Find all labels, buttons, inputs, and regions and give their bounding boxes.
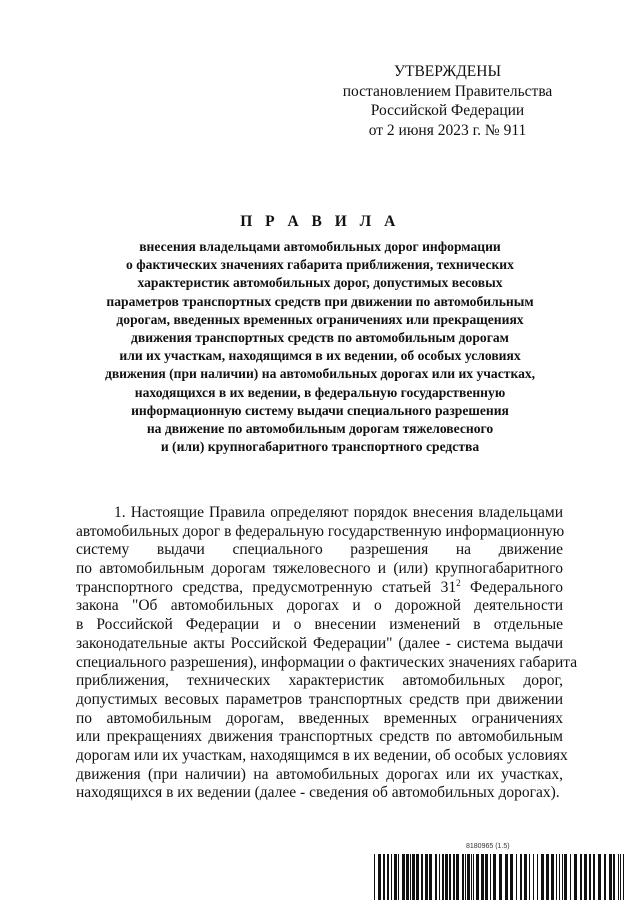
subtitle-line: движения транспортных средств по автомобильным дорогам [131, 330, 509, 346]
paragraph-line: 1. Настоящие Правила определяют порядок внесения владельцами [114, 504, 563, 521]
paragraph-line: по автомобильным дорогам, введенных временных ограничениях [76, 709, 563, 727]
paragraph-line: по автомобильным дорогам тяжеловесного и (или) крупногабаритного [76, 560, 563, 578]
approval-block [330, 62, 565, 140]
approval-line: УТВЕРЖДЕНЫ [394, 63, 501, 80]
approval-line: постановлением Правительства [342, 82, 553, 100]
line-text: Федерального [460, 578, 563, 596]
approval-line: Российской Федерации [370, 102, 525, 119]
paragraph-line: закона "Об автомобильных дорогах и о дорожной деятельности [76, 597, 563, 615]
paragraph-line: в Российской Федерации и о внесении изменений в отдельные [76, 616, 563, 634]
subtitle-line: движения (при наличии) на автомобильных дорогах или их участках, [104, 366, 536, 382]
barcode-caption: 8180965 (1.5) [466, 843, 510, 850]
superscript: 2 [456, 577, 461, 588]
paragraph-line-with-superscript [76, 579, 563, 598]
subtitle-line: характеристик автомобильных дорог, допустимых весовых [137, 275, 503, 291]
subtitle-line: на движение по автомобильным дорогам тяжеловесного [146, 421, 494, 437]
paragraph-line: находящихся в их ведении (далее - сведения об автомобильных дорогах). [76, 784, 560, 802]
paragraph-line: систему выдачи специального разрешения на движение [76, 541, 563, 559]
paragraph-line: допустимых весовых параметров транспортных средств при движении [76, 690, 563, 708]
subtitle-line: находящихся в их ведении, в федеральную государственную [134, 384, 506, 400]
subtitle-line: или их участкам, находящимся в их ведении, об особых условиях [119, 348, 521, 364]
subtitle-line: о фактических значениях габарита приближения, технических [126, 257, 514, 273]
paragraph-line: специального разрешения), информации о фактических значениях габарита [76, 653, 578, 671]
subtitle-line: и (или) крупногабаритного транспортного средства [160, 439, 480, 455]
barcode-image [374, 854, 624, 900]
subtitle-line: внесения владельцами автомобильных дорог информации [139, 239, 501, 254]
subtitle-line: дорогам, введенных временных ограничениях или прекращениях [116, 311, 524, 327]
paragraph-line: законодательные акты Российской Федерации" (далее - система выдачи [76, 634, 563, 652]
document-title: П Р А В И Л А [240, 213, 400, 230]
paragraph-1 [76, 504, 578, 803]
paragraph-line: приближения, технических характеристик автомобильных дорог, [76, 672, 563, 690]
barcode-block [374, 843, 624, 901]
approval-date-line: от 2 июня 2023 г. № 911 [368, 121, 527, 139]
subtitle-line: информационную систему выдачи специального разрешения [131, 402, 509, 418]
paragraph-line: дорогам или их участкам, находящимся в их ведении, об особых условиях [76, 746, 568, 764]
line-text: транспортного средства, предусмотренную статьей 31 [76, 578, 457, 596]
paragraph-line: движения (при наличии) на автомобильных дорогах или их участках, [76, 765, 563, 783]
subtitle-line: параметров транспортных средств при движении по автомобильным [106, 293, 534, 309]
paragraph-line: или прекращениях движения транспортных средств по автомобильным [76, 728, 563, 746]
title-block [70, 212, 570, 456]
paragraph-line: автомобильных дорог в федеральную государственную информационную [76, 522, 565, 540]
